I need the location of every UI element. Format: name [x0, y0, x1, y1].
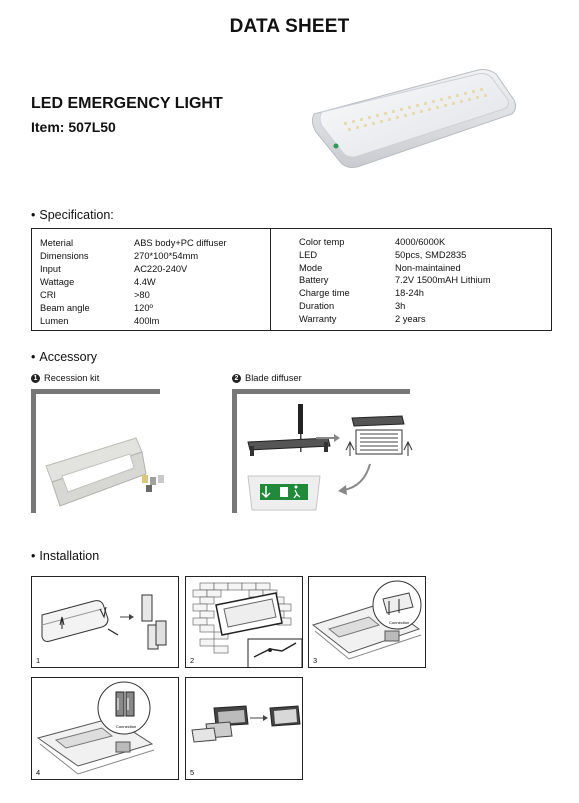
accessory-item-recession-kit	[31, 373, 99, 383]
accessory-heading-text: Accessory	[39, 350, 98, 364]
page-title: DATA SHEET	[229, 16, 350, 37]
spec-right-column	[271, 229, 551, 330]
spec-key: Meterial	[40, 238, 74, 248]
installation-step-2	[185, 576, 303, 668]
spec-value: >80	[134, 290, 150, 300]
spec-key: Dimensions	[40, 251, 89, 261]
spec-key: Duration	[299, 301, 335, 311]
installation-step-5	[185, 677, 303, 780]
specification-heading-text: Specification:	[39, 208, 114, 222]
specification-heading: • Specification:	[31, 208, 114, 222]
spec-key: Beam angle	[40, 303, 90, 313]
spec-value: 4000/6000K	[395, 237, 446, 247]
spec-key: Color temp	[299, 237, 345, 247]
spec-key: CRI	[40, 290, 57, 300]
connection-caption: Connection	[116, 724, 137, 729]
accessory-heading: • Accessory	[31, 350, 98, 364]
spec-value: Non-maintained	[395, 263, 461, 273]
spec-value: 4.4W	[134, 277, 156, 287]
installation-step-3	[308, 576, 426, 668]
spec-key: Battery	[299, 275, 329, 285]
connection-caption: Connection	[389, 620, 410, 625]
step-number: 3	[313, 656, 318, 665]
accessory-label: Recession kit	[44, 373, 100, 383]
spec-value: 120º	[134, 303, 153, 313]
product-name: LED EMERGENCY LIGHT	[31, 95, 223, 112]
installation-step-1	[31, 576, 179, 668]
spec-value: 7.2V 1500mAH Lithium	[395, 275, 491, 285]
spec-key: LED	[299, 250, 318, 260]
accessory-label: Blade diffuser	[245, 373, 302, 383]
spec-value: 400lm	[134, 316, 160, 326]
installation-heading-text: Installation	[39, 549, 100, 563]
installation-heading: • Installation	[31, 549, 100, 563]
spec-value: 270*100*54mm	[134, 251, 199, 261]
recession-kit-image	[38, 430, 178, 510]
spec-left-column	[32, 229, 271, 330]
spec-value: 3h	[395, 301, 406, 311]
step-number: 4	[36, 768, 41, 777]
spec-value: 18-24h	[395, 288, 424, 298]
number-badge: 2	[232, 374, 241, 383]
spec-key: Mode	[299, 263, 323, 273]
spec-key: Charge time	[299, 288, 350, 298]
specification-table	[31, 228, 552, 331]
spec-value: AC220-240V	[134, 264, 188, 274]
product-image	[300, 62, 522, 174]
spec-value: ABS body+PC diffuser	[134, 238, 227, 248]
accessory-item-blade-diffuser	[232, 373, 302, 383]
spec-key: Input	[40, 264, 61, 274]
blade-diffuser-image	[240, 398, 420, 518]
spec-value: 50pcs, SMD2835	[395, 250, 467, 260]
step-number: 1	[36, 656, 41, 665]
spec-value: 2 years	[395, 314, 426, 324]
spec-key: Warranty	[299, 314, 337, 324]
spec-key: Wattage	[40, 277, 75, 287]
step-number: 5	[190, 768, 195, 777]
step-number: 2	[190, 656, 195, 665]
number-badge: 1	[31, 374, 40, 383]
spec-key: Lumen	[40, 316, 69, 326]
item-number: Item: 507L50	[31, 119, 116, 135]
installation-step-4	[31, 677, 179, 780]
